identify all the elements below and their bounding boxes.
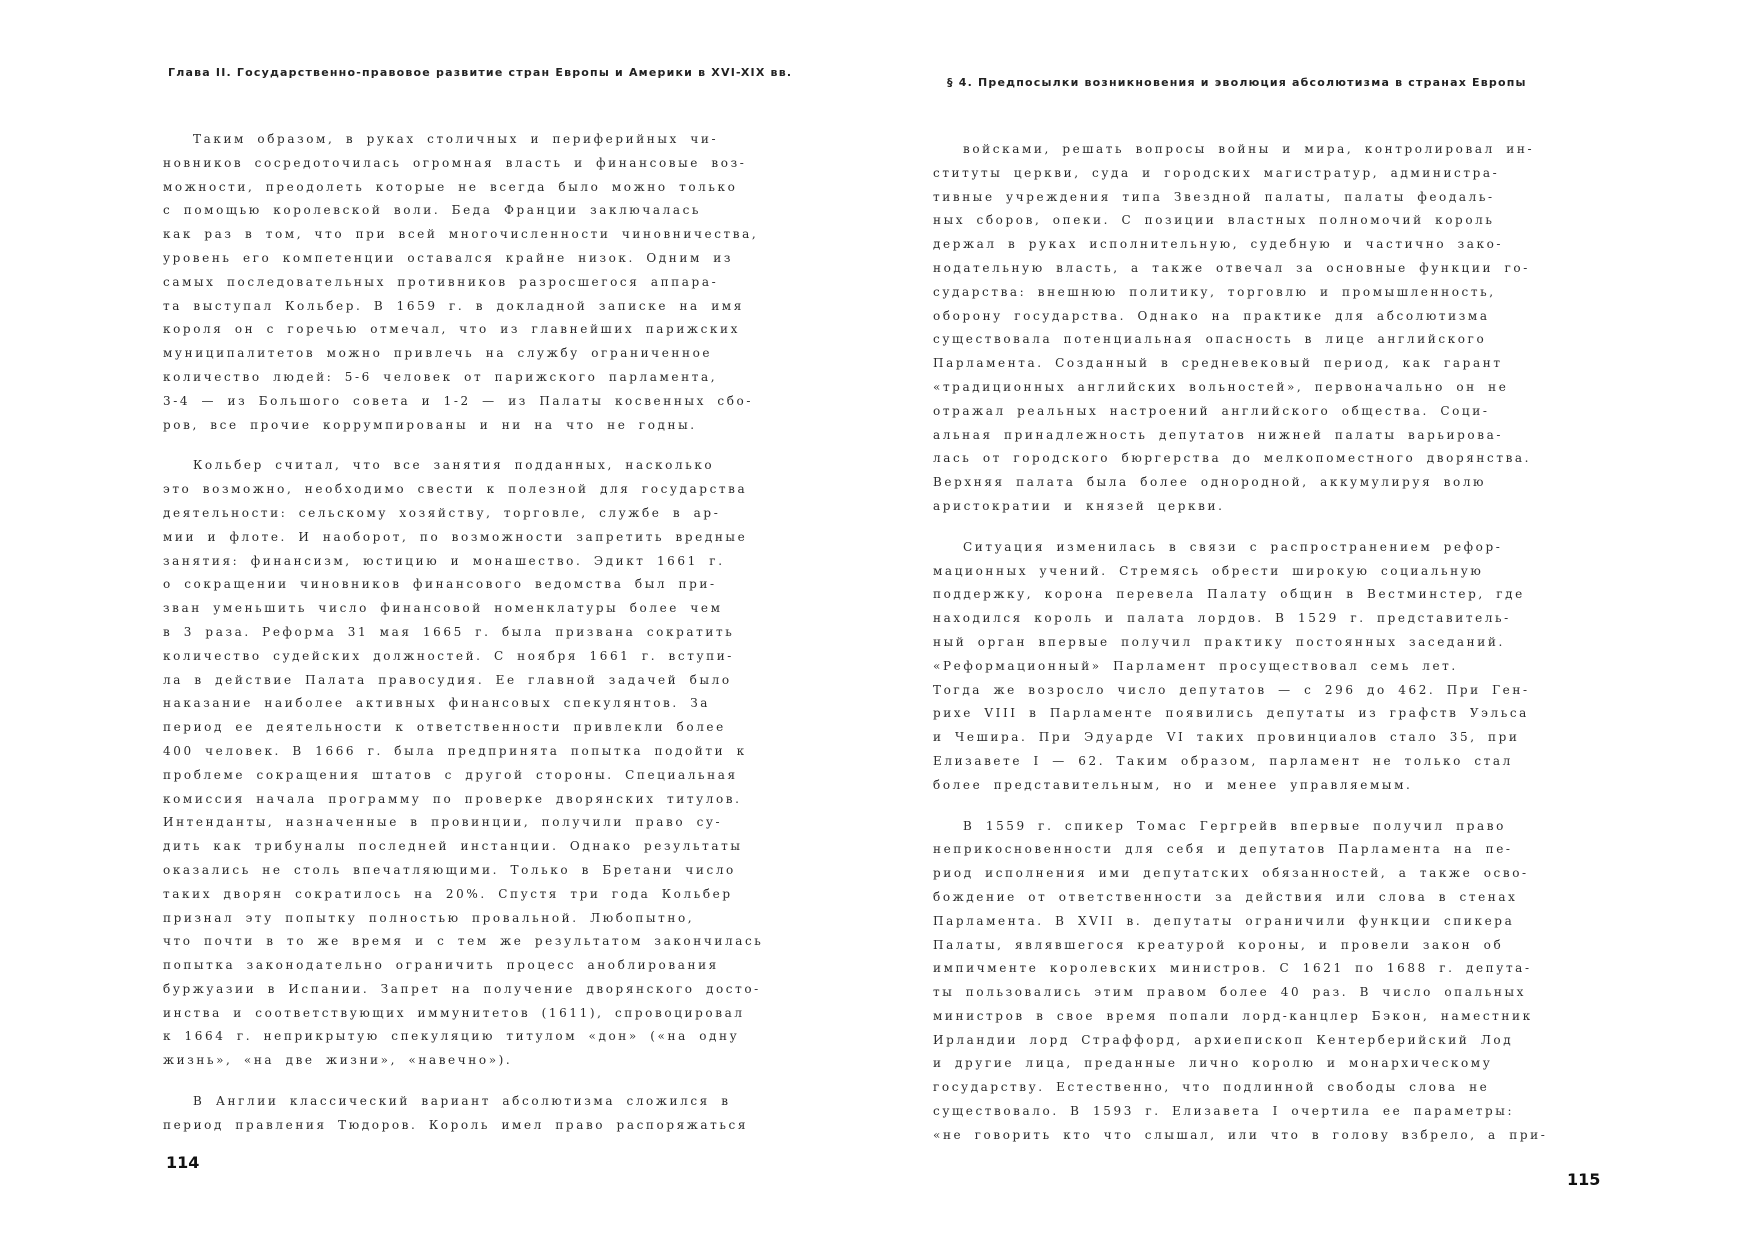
text-line: ных сборов, опеки. С позиции властных полномочий король (933, 213, 1495, 228)
text-line: и Чешира. При Эдуарде VI таких провинциалов стало 35, при (933, 730, 1520, 745)
text-line: поддержку, корона перевела Палату общин в Вестминстер, где (933, 587, 1525, 602)
text-line: в 3 раза. Реформа 31 мая 1665 г. была призвана сократить (163, 624, 735, 639)
text-line: Интенданты, назначенные в провинции, получили право су- (163, 815, 723, 830)
text-line: «Реформационный» Парламент просуществовал семь лет. (933, 658, 1458, 673)
text-line: существовала потенциальная опасность в лице английского (933, 332, 1487, 347)
text-line: более представительным, но и менее управляемым. (933, 777, 1413, 792)
text-line: та выступал Кольбер. В 1659 г. в докладной записке на имя (163, 298, 744, 313)
text-line: ный орган впервые получил практику постоянных заседаний. (933, 634, 1505, 649)
text-line: и другие лица, преданные лично королю и монархическому (933, 1056, 1493, 1071)
text-line: министров в свое время попали лорд-канцлер Бэкон, наместник (933, 1008, 1533, 1023)
text-line: В 1559 г. спикер Томас Гергрейв впервые получил право (963, 818, 1506, 833)
text-line: В Англии классический вариант абсолютизма сложился в (193, 1094, 731, 1109)
text-line: можности, преодолеть которые не всегда было можно только (163, 179, 738, 194)
text-line: это возможно, необходимо свести к полезной для государства (163, 482, 748, 497)
paragraph (933, 815, 1593, 1148)
right-page (877, 0, 1754, 1239)
text-line: тивные учреждения типа Звездной палаты, палаты феодаль- (933, 189, 1495, 204)
text-line: к 1664 г. неприкрытую спекуляцию титулом «дон» («на одну (163, 1029, 740, 1044)
text-line: Парламента. Созданный в средневековый период, как гарант (933, 356, 1503, 371)
text-line: занятия: финансизм, юстицию и монашество. Эдикт 1661 г. (163, 553, 725, 568)
text-line: Парламента. В XVII в. депутаты ограничили функции спикера (933, 913, 1515, 928)
text-line: находился король и палата лордов. В 1529 г. представитель- (933, 611, 1511, 626)
text-line: Тогда же возросло число депутатов — с 296 до 462. При Ген- (933, 682, 1530, 697)
text-line: жизнь», «на две жизни», «навечно»). (163, 1053, 513, 1068)
text-line: нодательную власть, а также отвечал за основные функции го- (933, 260, 1530, 275)
text-line: короля он с горечью отмечал, что из главнейших парижских (163, 322, 740, 337)
text-line: держал в руках исполнительную, судебную и частично зако- (933, 237, 1504, 252)
text-line: Таким образом, в руках столичных и периферийных чи- (193, 132, 719, 146)
text-line: деятельности: сельскому хозяйству, торговле, службе в ар- (163, 505, 721, 520)
left-running-head: Глава II. Государственно-правовое развитие стран Европы и Америки в XVI-XIX вв. (168, 66, 793, 79)
text-line: государству. Естественно, что подлинной свободы слова не (933, 1080, 1490, 1095)
text-line: Ситуация изменилась в связи с распространением рефор- (963, 539, 1503, 554)
text-line: ров, все прочие коррумпированы и ни на что не годны. (163, 417, 697, 432)
text-line: отражал реальных настроений английского общества. Соци- (933, 403, 1490, 418)
text-line: попытка законодательно ограничить процесс аноблирования (163, 958, 719, 973)
right-running-head: § 4. Предпосылки возникновения и эволюция абсолютизма в странах Европы (947, 76, 1527, 89)
text-line: войсками, решать вопросы войны и мира, контролировал ин- (963, 142, 1535, 156)
text-line: о сокращении чиновников финансового ведомства был при- (163, 577, 717, 592)
text-line: комиссия начала программу по проверке дворянских титулов. (163, 791, 742, 806)
text-line: мии и флоте. И наоборот, по возможности запретить вредные (163, 529, 748, 544)
text-line: Верхняя палата была более однородной, аккумулируя волю (933, 475, 1487, 490)
text-line: Палаты, являвшегося креатурой короны, и провели закон об (933, 937, 1504, 952)
text-line: неприкосновенности для себя и депутатов Парламента на пе- (933, 842, 1513, 857)
text-line: ституты церкви, суда и городских магистратур, администра- (933, 165, 1500, 180)
paragraph (163, 128, 823, 437)
text-line: самых последовательных противников разросшегося аппара- (163, 274, 719, 289)
text-line: Ирландии лорд Страффорд, архиепископ Кентерберийский Лод (933, 1032, 1514, 1047)
paragraph (933, 536, 1593, 798)
text-line: что почти в то же время и с тем же результатом закончилась (163, 934, 764, 949)
text-line: новников сосредоточилась огромная власть и финансовые воз- (163, 155, 747, 170)
text-line: количество судейских должностей. С ноября 1661 г. вступи- (163, 648, 734, 663)
right-page-number: 115 (1567, 1170, 1601, 1189)
text-line: 3-4 — из Большого совета и 1-2 — из Палаты косвенных сбо- (163, 393, 754, 408)
text-line: период правления Тюдоров. Король имел право распоряжаться (163, 1117, 749, 1132)
text-line: муниципалитетов можно привлечь на службу ограниченное (163, 346, 713, 361)
text-line: «традиционных английских вольностей», первоначально он не (933, 379, 1509, 394)
text-line: зван уменьшить число финансовой номенклатуры более чем (163, 601, 723, 616)
text-line: сударства: внешнюю политику, торговлю и промышленность, (933, 284, 1496, 299)
text-line: Кольбер считал, что все занятия подданных, насколько (193, 458, 715, 473)
text-line: таких дворян сократилось на 20%. Спустя три года Кольбер (163, 886, 733, 901)
text-line: дить как трибуналы последней инстанции. Однако результаты (163, 839, 743, 854)
text-line: инства и соответствующих иммунитетов (1611), спровоцировал (163, 1005, 745, 1020)
left-page-number: 114 (166, 1153, 200, 1172)
text-line: наказание наиболее активных финансовых спекулянтов. За (163, 696, 711, 711)
text-line: существовало. В 1593 г. Елизавета I очертила ее параметры: (933, 1104, 1515, 1119)
text-line: «не говорить кто что слышал, или что в голову взбрело, а при- (933, 1127, 1548, 1142)
text-line: ты пользовались этим правом более 40 раз. В число опальных (933, 985, 1527, 1000)
text-line: оказались не столь впечатляющими. Только в Бретани число (163, 862, 736, 877)
text-line: признал эту попытку полностью провальной. Любопытно, (163, 910, 695, 925)
left-text-column (163, 128, 823, 1155)
text-line: 400 человек. В 1666 г. была предпринята попытка подойти к (163, 743, 747, 758)
text-line: аристократии и князей церкви. (933, 498, 1225, 513)
text-line: как раз в том, что при всей многочисленности чиновничества, (163, 227, 759, 242)
paragraph (163, 454, 823, 1073)
text-line: период ее деятельности к ответственности привлекли более (163, 720, 726, 735)
text-line: количество людей: 5-6 человек от парижского парламента, (163, 369, 718, 384)
text-line: риод исполнения ими депутатских обязанностей, а также осво- (933, 866, 1529, 881)
text-line: оборону государства. Однако на практике для абсолютизма (933, 308, 1490, 323)
text-line: лась от городского бюргерства до мелкопоместного дворянства. (933, 451, 1532, 466)
paragraph (163, 1090, 823, 1138)
text-line: буржуазии в Испании. Запрет на получение дворянского досто- (163, 981, 761, 996)
text-line: ла в действие Палата правосудия. Ее главной задачей было (163, 672, 732, 687)
text-line: бождение от ответственности за действия или слова в стенах (933, 889, 1518, 904)
text-line: импичменте королевских министров. С 1621 по 1688 г. депута- (933, 961, 1532, 976)
text-line: мационных учений. Стремясь обрести широкую социальную (933, 563, 1484, 578)
text-line: альная принадлежность депутатов нижней палаты варьирова- (933, 427, 1504, 442)
text-line: Елизавете I — 62. Таким образом, парламент не только стал (933, 753, 1513, 768)
text-line: с помощью королевской воли. Беда Франции заключалась (163, 203, 702, 218)
paragraph (933, 138, 1593, 519)
text-line: уровень его компетенции оставался крайне низок. Одним из (163, 250, 734, 265)
right-text-column (933, 138, 1593, 1165)
text-line: проблеме сокращения штатов с другой стороны. Специальная (163, 767, 738, 782)
text-line: рихе VIII в Парламенте появились депутаты из графств Уэльса (933, 706, 1529, 721)
